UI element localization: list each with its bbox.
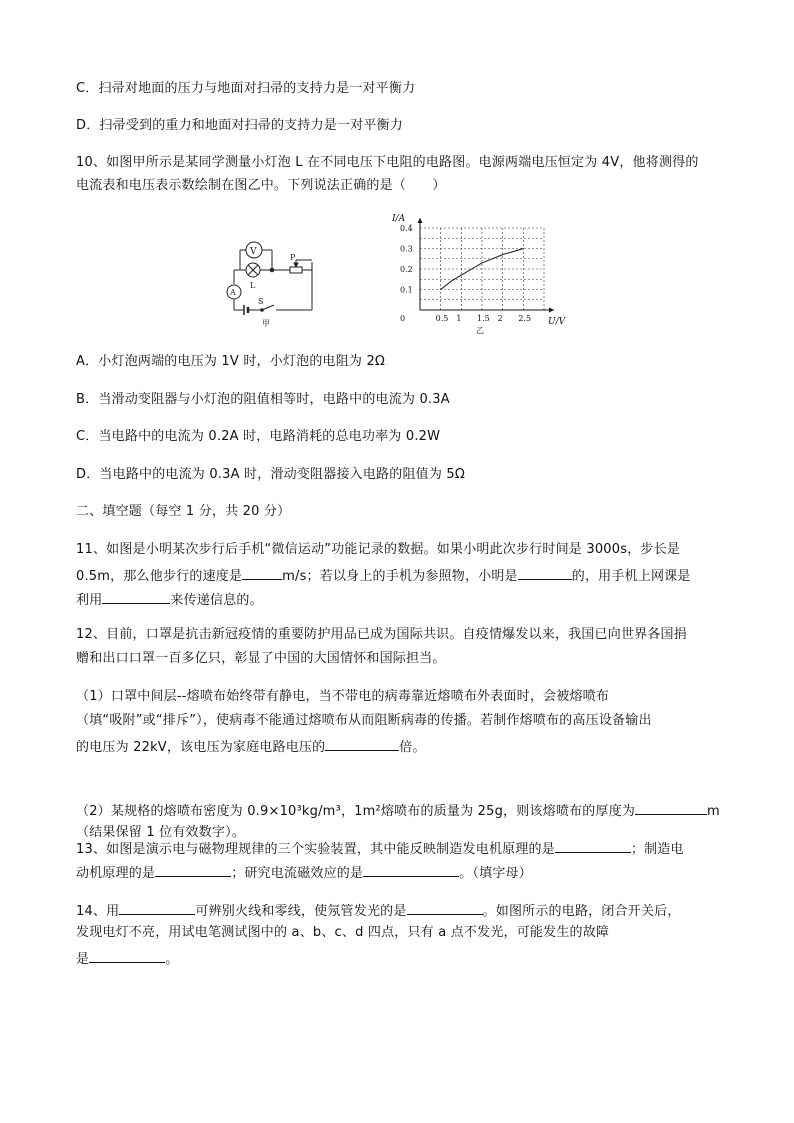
q12-line1: 12、目前，口罩是抗击新冠疫情的重要防护用品已成为国际共识。自疫情爆发以来，我国已向世界各国捐 xyxy=(76,627,687,642)
slider-arrow-icon xyxy=(294,263,298,267)
q10-option-c: C．当电路中的电流为 0.2A 时，电路消耗的总电功率为 0.2W xyxy=(76,429,441,444)
q13-text: 13、如图是演示电与磁物理规律的三个实验装置，其中能反映制造发电机原理的是 xyxy=(76,842,555,857)
voltmeter-label: V xyxy=(250,247,257,257)
answer-blank[interactable] xyxy=(363,862,459,877)
ammeter-label: A xyxy=(230,288,236,297)
q11-line1: 11、如图是小明某次步行后手机“微信运动”功能记录的数据。如果小明此次步行时间是 3000s，步长是 xyxy=(76,542,681,557)
section-heading: 二、填空题（每空 1 分，共 20 分） xyxy=(76,504,291,519)
q11-text: 0.5m，那么他步行的速度是 xyxy=(76,569,243,584)
answer-blank[interactable] xyxy=(89,948,165,963)
x-tick-label: 2 xyxy=(497,314,503,323)
iu-graph xyxy=(392,212,572,336)
q12-text: （2）某规格的熔喷布密度为 0.9×10³kg/m³，1m²熔喷布的质量为 25g，则该熔喷布的厚度为 xyxy=(76,804,636,819)
q14-text: 14、用 xyxy=(76,904,120,919)
answer-blank[interactable] xyxy=(242,565,282,580)
q9-option-d: D．扫帚受到的重力和地面对扫帚的支持力是一对平衡力 xyxy=(76,118,404,133)
q12-line2: 赠和出口口罩一百多亿只，彰显了中国的大国情怀和国际担当。 xyxy=(76,651,446,666)
y-tick-label: 0.2 xyxy=(400,265,413,274)
q14-text: 可辨别火线和零线，使氖管发光的是 xyxy=(195,904,407,919)
switch-icon xyxy=(262,305,274,310)
q13-text: 动机原理的是 xyxy=(76,866,156,881)
q12-text: 倍。 xyxy=(399,740,426,755)
q14-text: 。如图所示的电路，闭合开关后， xyxy=(482,904,681,919)
q13-text: ；制造电 xyxy=(630,842,684,857)
x-arrow-icon xyxy=(549,308,554,313)
y-arrow-icon xyxy=(418,218,423,223)
circuit-diagram xyxy=(220,236,320,328)
q11-line2 xyxy=(76,565,691,586)
q11-text: 来传递信息的。 xyxy=(170,593,263,608)
y-tick-label: 0.3 xyxy=(400,244,413,254)
q9-option-c: C．扫帚对地面的压力与地面对扫帚的支持力是一对平衡力 xyxy=(76,81,416,96)
q12-part2-line1 xyxy=(76,800,720,821)
q13-line1 xyxy=(76,838,684,859)
q10-option-d: D．当电路中的电流为 0.3A 时，滑动变阻器接入电路的阻值为 5Ω xyxy=(76,467,465,482)
y-axis-label: I/A xyxy=(392,214,406,224)
q10-option-a: A．小灯泡两端的电压为 1V 时，小灯泡的电阻为 2Ω xyxy=(76,354,386,369)
graph-grid xyxy=(420,228,544,310)
q14-text: 。 xyxy=(165,952,179,967)
x-tick-label: 1 xyxy=(456,314,462,323)
switch-label: S xyxy=(258,297,264,306)
answer-blank[interactable] xyxy=(635,800,707,815)
q13-text: ；研究电流磁效应的是 xyxy=(231,866,364,881)
answer-blank[interactable] xyxy=(555,838,631,853)
origin-label: 0 xyxy=(400,314,406,323)
q10-option-b: B．当滑动变阻器与小灯泡的阻值相等时，电路中的电流为 0.3A xyxy=(76,392,450,407)
junction-dot xyxy=(270,268,274,272)
answer-blank[interactable] xyxy=(119,900,195,915)
answer-blank[interactable] xyxy=(407,900,483,915)
y-tick-label: 0.1 xyxy=(400,285,413,295)
q14-text: 是 xyxy=(76,952,90,967)
y-tick-label: 0.4 xyxy=(400,224,413,233)
q11-text: 的，用手机上网课是 xyxy=(571,569,691,584)
x-tick-label: 1.5 xyxy=(477,314,490,323)
graph-axes xyxy=(418,218,555,313)
x-tick-label: 2.5 xyxy=(518,314,532,323)
answer-blank[interactable] xyxy=(155,862,231,877)
q12-part1-line1: （1）口罩中间层--熔喷布始终带有静电，当不带电的病毒靠近熔喷布外表面时，会被熔喷布 xyxy=(76,689,610,704)
slider-label: P xyxy=(290,253,296,262)
figure-label-jia: 甲 xyxy=(262,319,270,328)
figure-label-yi: 乙 xyxy=(476,326,484,335)
lamp-label: L xyxy=(250,281,256,290)
q12-text: m xyxy=(707,804,720,819)
q11-text: m/s；若以身上的手机为参照物，小明是 xyxy=(282,569,518,584)
x-axis-label: U/V xyxy=(548,317,566,327)
q13-line2 xyxy=(76,862,532,883)
q11-line3 xyxy=(76,589,263,610)
q14-line1 xyxy=(76,900,681,921)
q12-part1-line3 xyxy=(76,736,426,757)
q12-part2-line2: （结果保留 1 位有效数字）。 xyxy=(76,825,246,840)
q12-text: 的电压为 22kV，该电压为家庭电路电压的 xyxy=(76,740,326,755)
q14-line3 xyxy=(76,948,178,969)
q11-text: 利用 xyxy=(76,593,103,608)
q10-stem-line2: 电流表和电压表示数绘制在图乙中。下列说法正确的是（ ） xyxy=(76,178,446,193)
q13-text: 。（填字母） xyxy=(459,866,532,881)
answer-blank[interactable] xyxy=(325,736,399,751)
q12-part1-line2: （填“吸附”或“排斥”），使病毒不能通过熔喷布从而阻断病毒的传播。若制作熔喷布的高压设备输出 xyxy=(76,713,652,728)
x-tick-label: 0.5 xyxy=(435,314,449,323)
answer-blank[interactable] xyxy=(518,565,572,580)
q10-stem-line1: 10、如图甲所示是某同学测量小灯泡 L 在不同电压下电阻的电路图。电源两端电压恒定为 4V，他将测得的 xyxy=(76,155,699,170)
answer-blank[interactable] xyxy=(102,589,170,604)
q14-line2: 发现电灯不亮，用试电笔测试图中的 a、b、c、d 四点，只有 a 点不发光，可能发生的故障 xyxy=(76,925,610,940)
